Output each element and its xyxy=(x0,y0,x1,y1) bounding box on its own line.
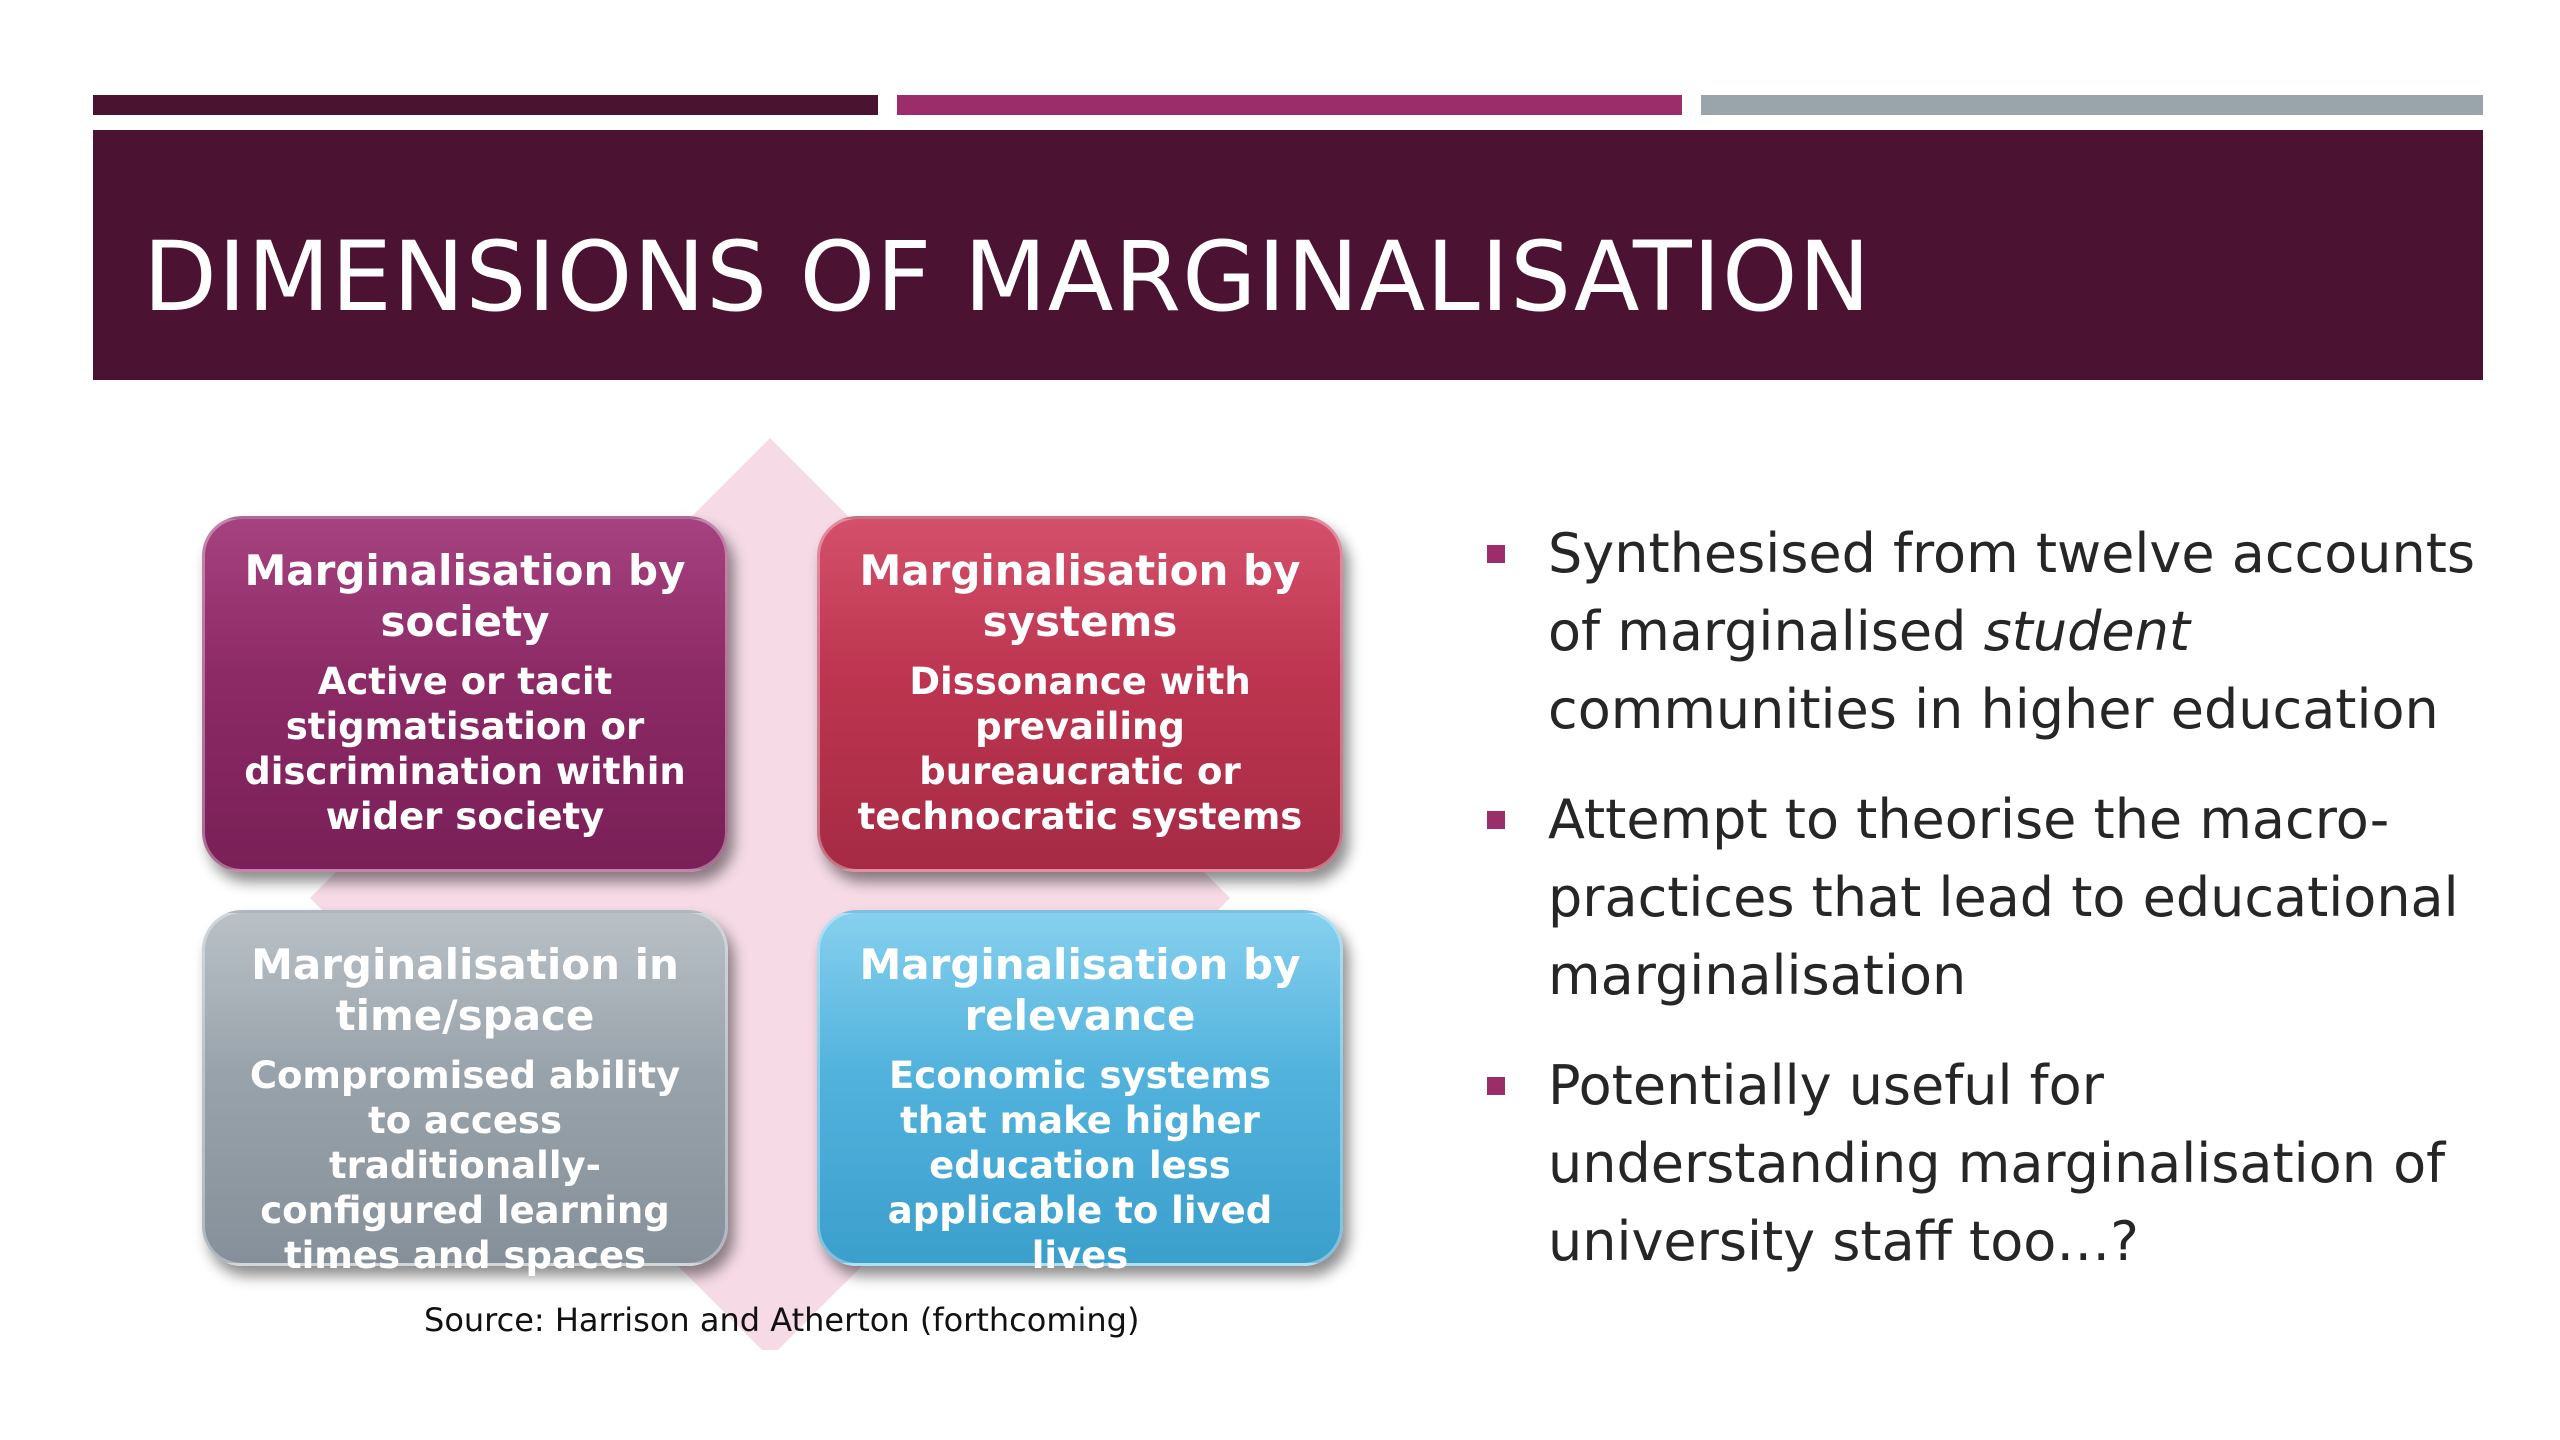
box-title: Marginalisation by systems xyxy=(859,546,1301,646)
marginalisation-diagram xyxy=(180,430,1380,1350)
header-stripe-dark xyxy=(93,95,878,115)
header-stripe-grey xyxy=(1701,95,2483,115)
box-marginalisation-by-systems xyxy=(817,516,1343,872)
square-bullet-icon xyxy=(1487,545,1505,563)
box-marginalisation-by-relevance xyxy=(817,910,1343,1277)
box-description: Economic systems that make higher education less applicable to lived lives xyxy=(887,1054,1273,1277)
source-citation: Source: Harrison and Atherton (forthcoming) xyxy=(424,1301,1140,1339)
header-stripe-magenta xyxy=(897,95,1682,115)
title-bar xyxy=(93,130,2483,380)
box-marginalisation-by-society xyxy=(202,516,728,872)
box-title: Marginalisation by relevance xyxy=(859,940,1301,1040)
box-description: Active or tacit stigmatisation or discrimination within wider society xyxy=(244,660,686,838)
box-title: Marginalisation in time/space xyxy=(251,940,679,1040)
box-marginalisation-in-time-space xyxy=(202,910,728,1277)
bullet-item xyxy=(1485,1047,2495,1281)
bullet-text: Potentially useful for understanding marginalisation of university staff too…? xyxy=(1548,1054,2446,1273)
box-description: Dissonance with prevailing bureaucratic or technocratic systems xyxy=(857,660,1303,838)
slide-title: DIMENSIONS OF MARGINALISATION xyxy=(143,221,1872,333)
bullet-text: Attempt to theorise the macro-practices that lead to educational marginalisation xyxy=(1548,788,2459,1007)
box-description: Compromised ability to access traditionally-configured learning times and spaces xyxy=(249,1054,681,1277)
box-title: Marginalisation by society xyxy=(244,546,686,646)
square-bullet-icon xyxy=(1487,1077,1505,1095)
bullet-text: Synthesised from twelve accounts of marginalised student communities in higher education xyxy=(1548,522,2476,741)
bullet-item xyxy=(1485,781,2495,1015)
bullet-list xyxy=(1485,515,2495,1313)
square-bullet-icon xyxy=(1487,811,1505,829)
bullet-item xyxy=(1485,515,2495,749)
